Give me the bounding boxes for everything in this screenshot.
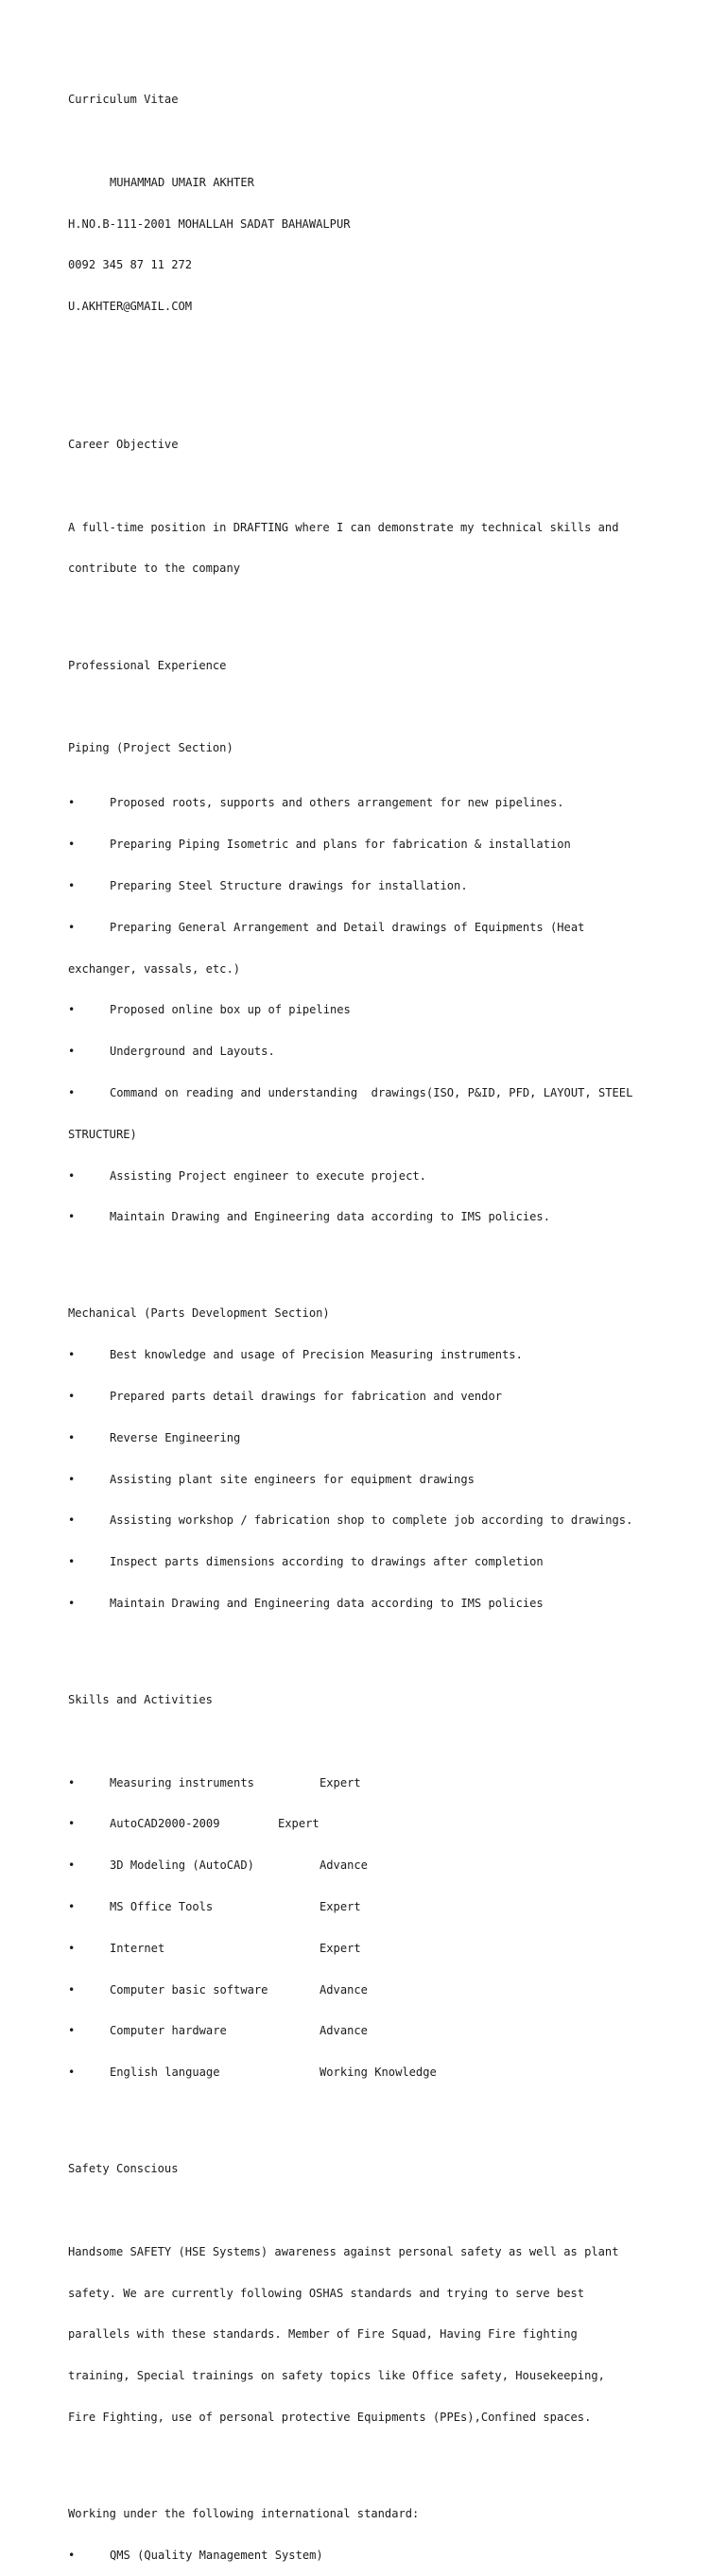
list-item: • Prepared parts detail drawings for fabrication and vendor — [68, 1390, 503, 1403]
list-item: • Reverse Engineering — [68, 1430, 241, 1444]
bullet-glyph: • — [68, 1513, 76, 1528]
bullet-glyph: • — [68, 1085, 76, 1099]
cv-document — [68, 65, 692, 2576]
skill-level: Expert — [320, 1899, 361, 1913]
bullet-glyph: • — [68, 1775, 76, 1789]
bullet-glyph: • — [68, 1555, 76, 1569]
skill-name: Measuring instruments — [110, 1775, 254, 1789]
career-objective-heading: Career Objective — [68, 438, 179, 452]
list-item-continuation: exchanger, vassals, etc.) — [68, 961, 241, 976]
skill-name: Computer basic software — [110, 1982, 268, 1997]
list-item: • Assisting Project engineer to execute project. — [68, 1168, 426, 1183]
skill-row — [68, 1942, 692, 1956]
list-item: • Maintain Drawing and Engineering data according to IMS policies — [68, 1596, 544, 1610]
bullet-glyph: • — [68, 1390, 76, 1403]
mechanical-section-heading: Mechanical (Parts Development Section) — [68, 1306, 330, 1321]
skill-level: Working Knowledge — [320, 2066, 437, 2080]
skill-row — [68, 1817, 692, 1831]
skill-name: AutoCAD2000-2009 — [110, 1817, 220, 1831]
experience-heading: Professional Experience — [68, 658, 227, 672]
skill-name: Computer hardware — [110, 2024, 227, 2038]
career-objective-text-2: contribute to the company — [68, 562, 241, 576]
list-item: • Proposed online box up of pipelines — [68, 1003, 351, 1017]
safety-text: Handsome SAFETY (HSE Systems) awareness against personal safety as well as plant — [68, 2244, 619, 2258]
skill-row — [68, 2066, 692, 2080]
bullet-glyph: • — [68, 1045, 76, 1059]
bullet-glyph: • — [68, 1899, 76, 1913]
bullet-glyph: • — [68, 1472, 76, 1486]
candidate-phone: 0092 345 87 11 272 — [68, 258, 193, 272]
bullet-glyph: • — [68, 1817, 76, 1831]
list-item: • Assisting workshop / fabrication shop to complete job according to drawings. — [68, 1513, 633, 1528]
list-item: • Proposed roots, supports and others arrangement for new pipelines. — [68, 796, 564, 810]
standards-intro: Working under the following international standard: — [68, 2507, 420, 2521]
skill-name: Internet — [110, 1941, 165, 1955]
skill-row — [68, 2024, 692, 2038]
skill-name: English language — [110, 2066, 220, 2080]
bullet-glyph: • — [68, 879, 76, 893]
bullet-glyph: • — [68, 920, 76, 934]
bullet-glyph: • — [68, 1003, 76, 1017]
career-objective-text-1: A full-time position in DRAFTING where I can demonstrate my technical skills and — [68, 520, 619, 534]
bullet-glyph: • — [68, 2548, 76, 2562]
skill-level: Advance — [320, 2024, 368, 2038]
bullet-glyph: • — [68, 1982, 76, 1997]
list-item: • Preparing Steel Structure drawings for installation. — [68, 879, 468, 893]
skill-row — [68, 1776, 692, 1790]
list-item-continuation: STRUCTURE) — [68, 1127, 137, 1141]
bullet-glyph: • — [68, 1596, 76, 1610]
list-item: • Best knowledge and usage of Precision Measuring instruments. — [68, 1348, 523, 1362]
skill-level: Expert — [278, 1817, 320, 1831]
list-item: • QMS (Quality Management System) — [68, 2548, 323, 2562]
bullet-glyph: • — [68, 1168, 76, 1183]
safety-text: Fire Fighting, use of personal protective Equipments (PPEs),Confined spaces. — [68, 2410, 592, 2424]
list-item: • Preparing Piping Isometric and plans for fabrication & installation — [68, 838, 571, 852]
skill-level: Advance — [320, 1982, 368, 1997]
bullet-glyph: • — [68, 2024, 76, 2038]
list-item: • Inspect parts dimensions according to drawings after completion — [68, 1555, 544, 1569]
bullet-glyph: • — [68, 2066, 76, 2080]
candidate-email: U.AKHTER@GMAIL.COM — [68, 300, 193, 314]
skill-row — [68, 1900, 692, 1914]
safety-text: training, Special trainings on safety topics like Office safety, Housekeeping, — [68, 2369, 605, 2383]
bullet-glyph: • — [68, 1348, 76, 1362]
list-item: • Maintain Drawing and Engineering data according to IMS policies. — [68, 1210, 550, 1224]
safety-text: parallels with these standards. Member of Fire Squad, Having Fire fighting — [68, 2327, 578, 2342]
bullet-glyph: • — [68, 796, 76, 810]
skill-name: 3D Modeling (AutoCAD) — [110, 1859, 254, 1873]
skill-row — [68, 1983, 692, 1997]
candidate-name: MUHAMMAD UMAIR AKHTER — [110, 175, 254, 189]
bullet-glyph: • — [68, 1210, 76, 1224]
skill-level: Expert — [320, 1941, 361, 1955]
skills-heading: Skills and Activities — [68, 1693, 213, 1707]
list-item: • Command on reading and understanding drawings(ISO, P&ID, PFD, LAYOUT, STEEL — [68, 1085, 633, 1099]
bullet-glyph: • — [68, 838, 76, 852]
bullet-glyph: • — [68, 1430, 76, 1444]
list-item: • Underground and Layouts. — [68, 1045, 275, 1059]
list-item: • Preparing General Arrangement and Detail drawings of Equipments (Heat — [68, 920, 585, 934]
list-item: • Assisting plant site engineers for equipment drawings — [68, 1472, 475, 1486]
bullet-glyph: • — [68, 1859, 76, 1873]
bullet-glyph: • — [68, 1941, 76, 1955]
document-title: Curriculum Vitae — [68, 93, 179, 107]
skill-level: Expert — [320, 1775, 361, 1789]
piping-section-heading: Piping (Project Section) — [68, 741, 233, 755]
skill-level: Advance — [320, 1859, 368, 1873]
safety-text: safety. We are currently following OSHAS standards and trying to serve best — [68, 2286, 585, 2300]
candidate-address: H.NO.B-111-2001 MOHALLAH SADAT BAHAWALPUR — [68, 216, 351, 231]
safety-heading: Safety Conscious — [68, 2162, 179, 2176]
skill-row — [68, 1859, 692, 1873]
skill-name: MS Office Tools — [110, 1899, 214, 1913]
